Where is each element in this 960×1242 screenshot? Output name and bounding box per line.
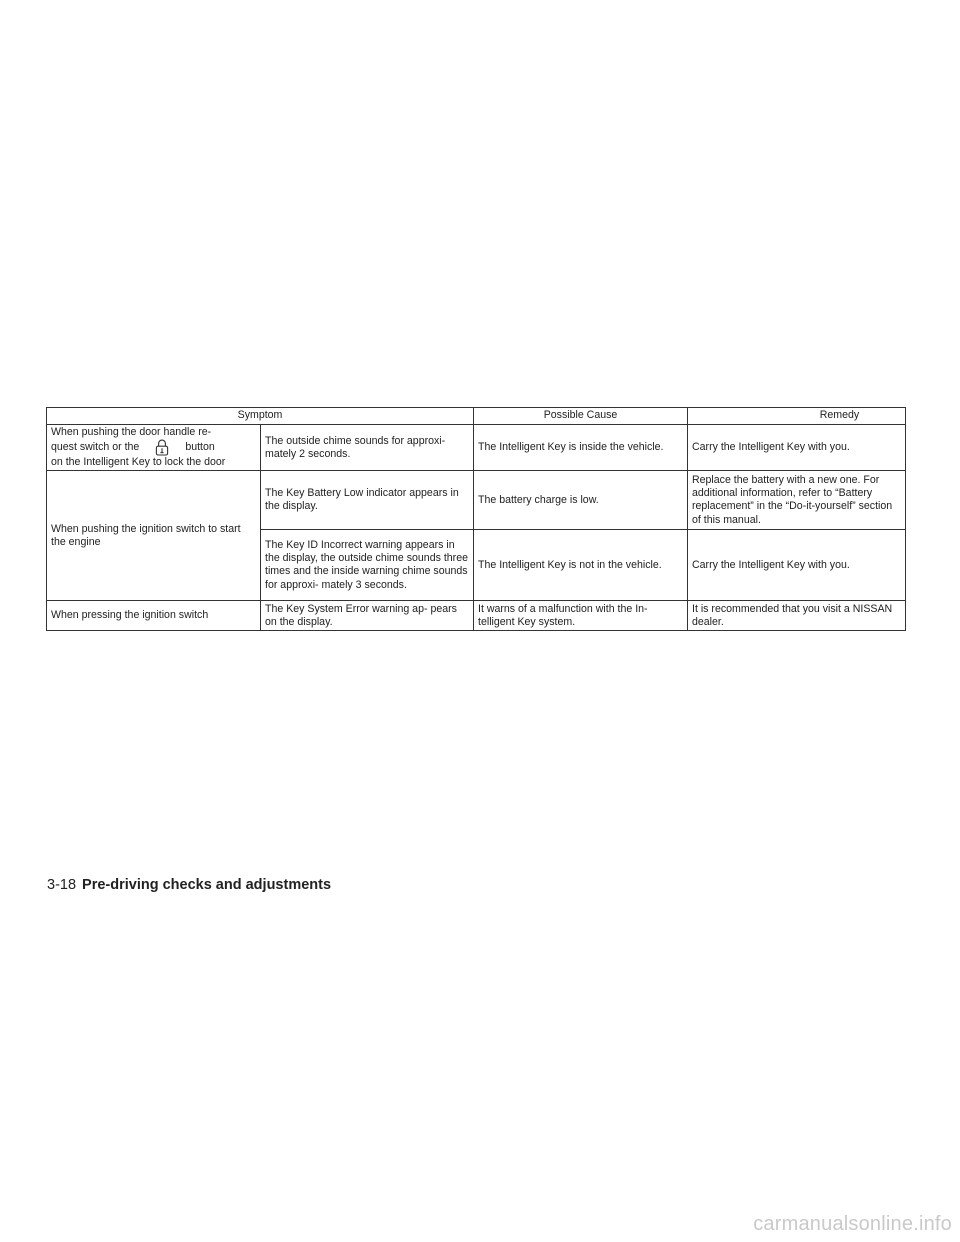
- remedy-cell: Carry the Intelligent Key with you.: [688, 425, 906, 471]
- watermark: carmanualsonline.info: [753, 1213, 952, 1235]
- table-row: [47, 471, 906, 530]
- remedy-cell: Carry the Intelligent Key with you.: [688, 530, 906, 601]
- symptom-header: Symptom: [47, 408, 474, 425]
- symptom-text-fragment: button: [185, 441, 215, 454]
- section-title: Pre-driving checks and adjustments: [82, 877, 332, 893]
- cause-cell: The Intelligent Key is inside the vehicle.: [474, 425, 688, 471]
- remedy-cell: It is recommended that you visit a NISSAN dealer.: [688, 601, 906, 631]
- display-cell: The outside chime sounds for approxi- mately 2 seconds.: [261, 425, 474, 471]
- symptom-cell: [47, 425, 261, 471]
- cause-cell: The battery charge is low.: [474, 471, 688, 530]
- display-cell: The Key Battery Low indicator appears in the display.: [261, 471, 474, 530]
- table-row: [47, 601, 906, 631]
- symptom-cell: When pressing the ignition switch: [47, 601, 261, 631]
- cause-cell: The Intelligent Key is not in the vehicle.: [474, 530, 688, 601]
- symptom-text-line: on the Intelligent Key to lock the door: [51, 456, 226, 469]
- symptom-text-fragment: quest switch or the: [51, 441, 140, 454]
- symptom-cell: When pushing the ignition switch to start the engine: [47, 471, 261, 601]
- page-footer: [47, 876, 331, 894]
- page-number: 3-18: [47, 877, 77, 893]
- possible-cause-header: Possible Cause: [474, 408, 688, 425]
- table-header-row: [47, 408, 906, 425]
- troubleshooting-table: [46, 407, 906, 631]
- remedy-cell: Replace the battery with a new one. For additional information, refer to “Battery replacement” in the “Do-it-yourself” section of this manual.: [688, 471, 906, 530]
- display-cell: The Key ID Incorrect warning appears in the display, the outside chime sounds three times and the inside warning chime sounds for approxi- mately 3 seconds.: [261, 530, 474, 601]
- display-cell: The Key System Error warning ap- pears on the display.: [261, 601, 474, 631]
- symptom-text-line: When pushing the door handle re-: [51, 426, 212, 438]
- remedy-header: Remedy: [688, 408, 906, 425]
- lock-icon: [155, 439, 169, 456]
- cause-cell: It warns of a malfunction with the In- telligent Key system.: [474, 601, 688, 631]
- symptom-text-line-with-icon: [51, 439, 256, 456]
- table-row: [47, 425, 906, 471]
